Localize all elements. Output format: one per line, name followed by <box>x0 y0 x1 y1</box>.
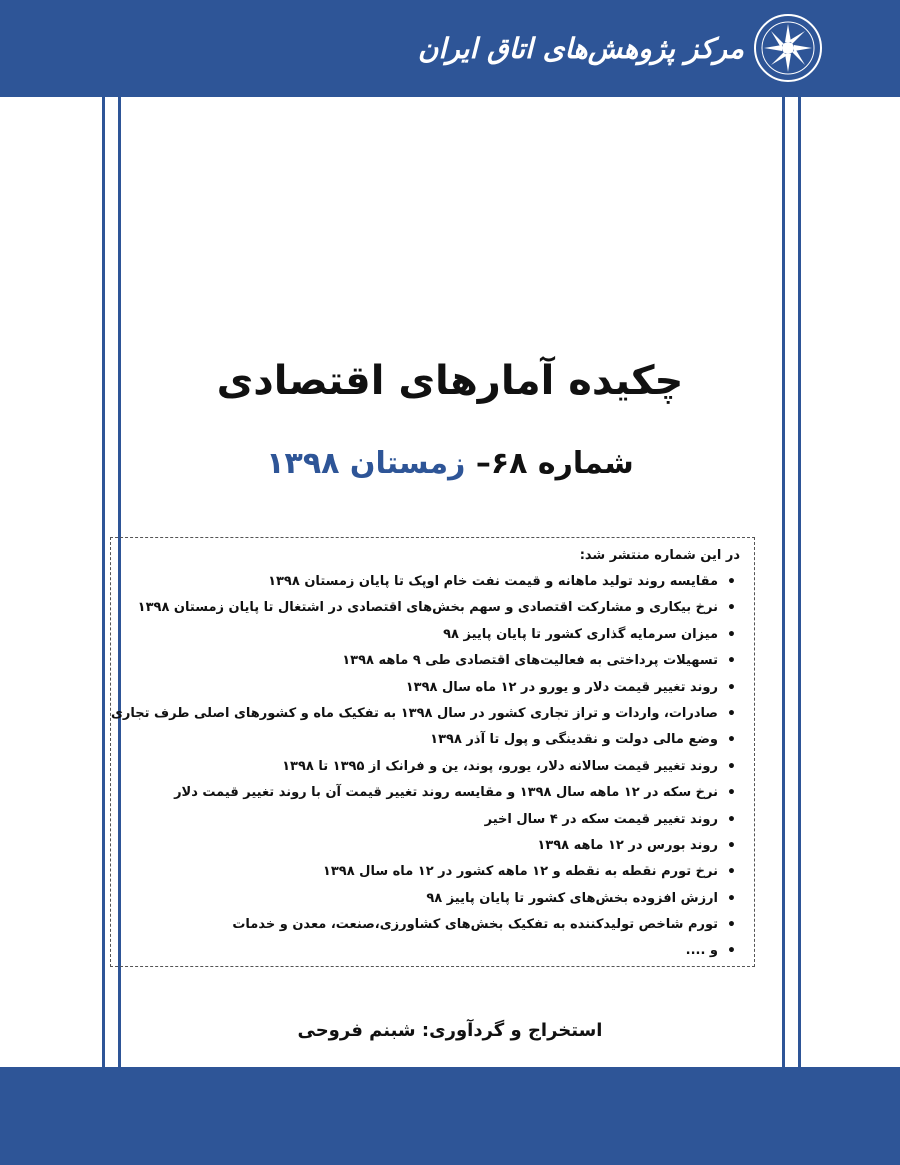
frame-line-right-inner <box>782 0 785 1165</box>
author-credit: استخراج و گردآوری: شبنم فروحی <box>297 1020 603 1041</box>
contents-box <box>110 537 755 967</box>
issue-subtitle <box>120 446 780 481</box>
issue-season: زمستان ۱۳۹۸ <box>266 446 466 481</box>
list-item: • نرخ تورم نقطه به نقطه و ۱۲ ماهه کشور در ۱۲ ماه سال ۱۳۹۸ <box>125 859 740 885</box>
list-item: • مقایسه روند تولید ماهانه و قیمت نفت خام اوپک تا پایان زمستان ۱۳۹۸ <box>125 569 740 595</box>
brand <box>418 12 824 84</box>
brand-name: مرکز پژوهش‌های اتاق ایران <box>417 31 744 65</box>
chamber-logo-icon <box>752 12 824 84</box>
frame-line-right-outer <box>798 0 801 1165</box>
list-item: • وضع مالی دولت و نقدینگی و پول تا آذر ۱۳۹۸ <box>125 727 740 753</box>
frame-line-left-outer <box>102 0 105 1165</box>
list-item: • روند تغییر قیمت سالانه دلار، یورو، پوند، ین و فرانک از ۱۳۹۵ تا ۱۳۹۸ <box>125 754 740 780</box>
list-item: • نرخ بیکاری و مشارکت اقتصادی و سهم بخش‌های اقتصادی در اشتغال تا پایان زمستان ۱۳۹۸ <box>125 595 740 621</box>
list-item: • روند بورس در ۱۲ ماهه ۱۳۹۸ <box>125 833 740 859</box>
list-item: • نرخ سکه در ۱۲ ماهه سال ۱۳۹۸ و مقایسه روند تغییر قیمت آن با روند تغییر قیمت دلار <box>125 780 740 806</box>
list-item: • میزان سرمایه گذاری کشور تا پایان پاییز ۹۸ <box>125 622 740 648</box>
contents-list <box>110 569 740 965</box>
contents-intro: در این شماره منتشر شد: <box>579 548 740 563</box>
issue-number: شماره ۶۸– <box>475 446 634 481</box>
list-item: • روند تغییر قیمت دلار و یورو در ۱۲ ماه سال ۱۳۹۸ <box>125 675 740 701</box>
footer-band <box>0 1067 900 1165</box>
list-item: • صادرات، واردات و تراز تجاری کشور در سال ۱۳۹۸ به تفکیک ماه و کشورهای اصلی طرف تجاری <box>125 701 740 727</box>
list-item: • روند تغییر قیمت سکه در ۴ سال اخیر <box>125 807 740 833</box>
page-title: چکیده آمارهای اقتصادی <box>216 358 684 404</box>
list-item: • تورم شاخص تولیدکننده به تفکیک بخش‌های کشاورزی،صنعت، معدن و خدمات <box>125 912 740 938</box>
list-item: • ارزش افزوده بخش‌های کشور تا پایان پاییز ۹۸ <box>125 886 740 912</box>
list-item: • تسهیلات پرداختی به فعالیت‌های اقتصادی طی ۹ ماهه ۱۳۹۸ <box>125 648 740 674</box>
list-item: • و .... <box>125 938 740 964</box>
